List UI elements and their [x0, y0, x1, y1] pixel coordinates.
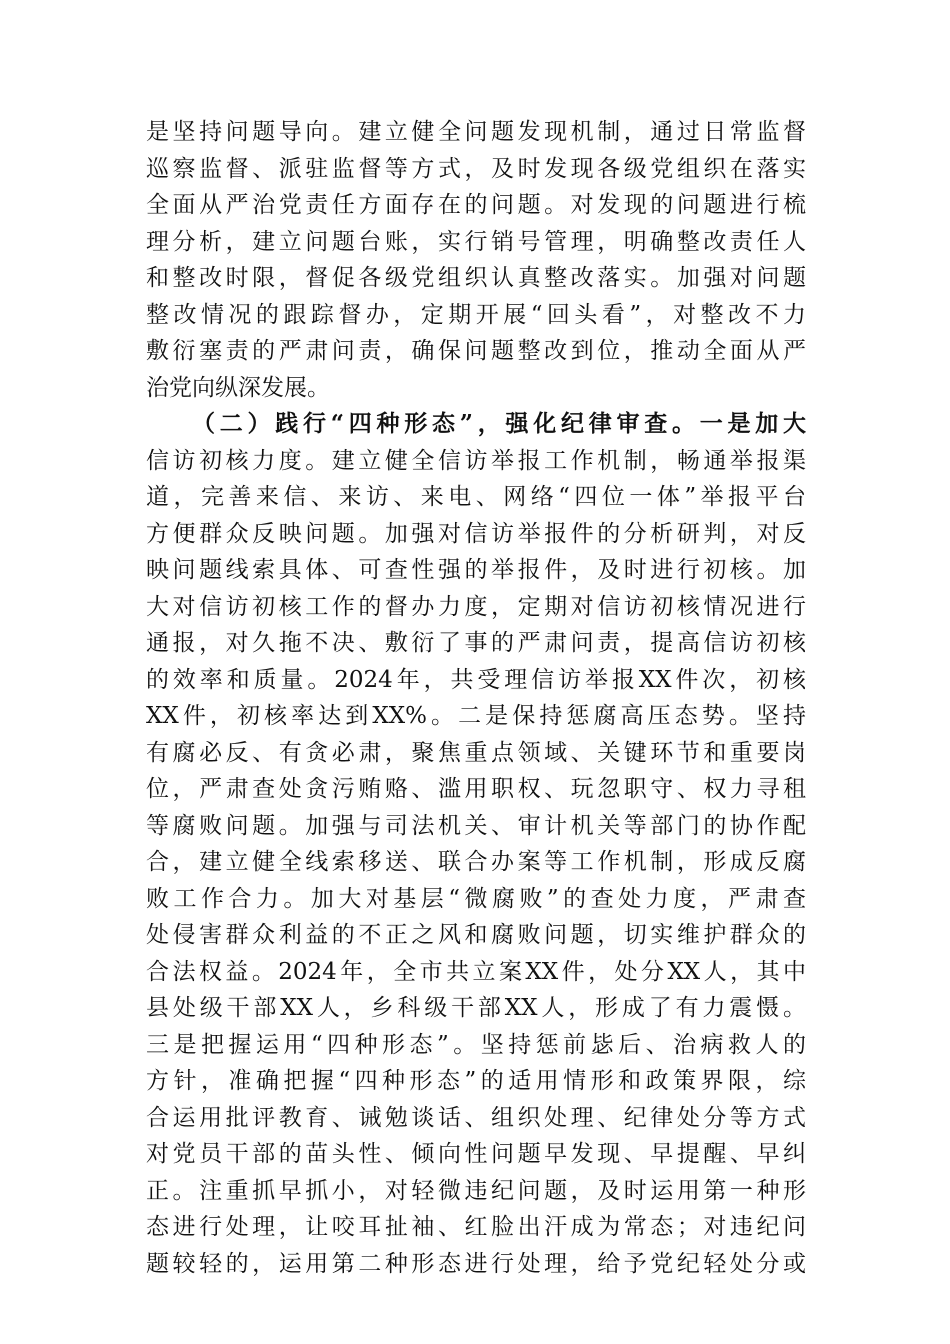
text-line: 巡察监督、派驻监督等方式，及时发现各级党组织在落实	[146, 155, 806, 182]
text-line: 县处级干部XX人，乡科级干部XX人，形成了有力震慑。	[146, 995, 806, 1021]
text-line: 大对信访初核工作的督办力度，定期对信访初核情况进行	[146, 593, 806, 620]
text-line: 道，完善来信、来访、来电、网络“四位一体”举报平台	[146, 484, 806, 510]
section-heading-line	[146, 406, 806, 443]
text-line: 的效率和质量。2024年，共受理信访举报XX件次，初核	[146, 666, 806, 693]
text-line: 方便群众反映问题。加强对信访举报件的分析研判，对反	[146, 520, 806, 547]
text-line: 敷衍塞责的严肃问责，确保问题整改到位，推动全面从严	[146, 338, 806, 364]
text-line: 败工作合力。加大对基层“微腐败”的查处力度，严肃查	[146, 885, 806, 912]
text-line: 对党员干部的苗头性、倾向性问题早发现、早提醒、早纠	[146, 1141, 806, 1167]
text-line: 映问题线索具体、可查性强的举报件，及时进行初核。加	[146, 557, 806, 583]
text-line: 全面从严治党责任方面存在的问题。对发现的问题进行梳	[146, 192, 806, 218]
text-line: 等腐败问题。加强与司法机关、审计机关等部门的协作配	[146, 812, 806, 839]
text-line: 方针，准确把握“四种形态”的适用情形和政策界限，综	[146, 1068, 806, 1094]
text-line: 整改情况的跟踪督办，定期开展“回头看”，对整改不力	[146, 301, 806, 328]
text-line: 态进行处理，让咬耳扯袖、红脸出汗成为常态；对违纪问	[146, 1214, 806, 1240]
text-line: 治党向纵深发展。	[146, 374, 330, 401]
text-line: 合法权益。2024年，全市共立案XX件，处分XX人，其中	[146, 958, 806, 985]
text-line: 三是把握运用“四种形态”。坚持惩前毖后、治病救人的	[146, 1031, 806, 1058]
text-line: 和整改时限，督促各级党组织认真整改落实。加强对问题	[146, 265, 806, 291]
text-line: 正。注重抓早抓小，对轻微违纪问题，及时运用第一种形	[146, 1177, 806, 1204]
document-page	[146, 114, 806, 1282]
text-line: 合运用批评教育、诫勉谈话、组织处理、纪律处分等方式	[146, 1104, 806, 1131]
text-line: 信访初核力度。建立健全信访举报工作机制，畅通举报渠	[146, 447, 806, 474]
text-line: 是坚持问题导向。建立健全问题发现机制，通过日常监督	[146, 119, 806, 145]
section-heading-continuation: 一是加大	[699, 410, 807, 437]
section-heading: （二）践行“四种形态”，强化纪律审查。	[192, 410, 700, 437]
text-line: 位，严肃查处贪污贿赂、滥用职权、玩忽职守、权力寻租	[146, 776, 806, 802]
text-line: 理分析，建立问题台账，实行销号管理，明确整改责任人	[146, 228, 806, 255]
text-line: 合，建立健全线索移送、联合办案等工作机制，形成反腐	[146, 849, 806, 875]
text-line: 通报，对久拖不决、敷衍了事的严肃问责，提高信访初核	[146, 630, 806, 656]
text-line: 题较轻的，运用第二种形态进行处理，给予党纪轻处分或	[146, 1250, 806, 1277]
text-line: XX件，初核率达到XX%。二是保持惩腐高压态势。坚持	[146, 703, 806, 729]
text-line: 处侵害群众利益的不正之风和腐败问题，切实维护群众的	[146, 922, 806, 948]
text-line: 有腐必反、有贪必肃，聚焦重点领域、关键环节和重要岗	[146, 739, 806, 766]
